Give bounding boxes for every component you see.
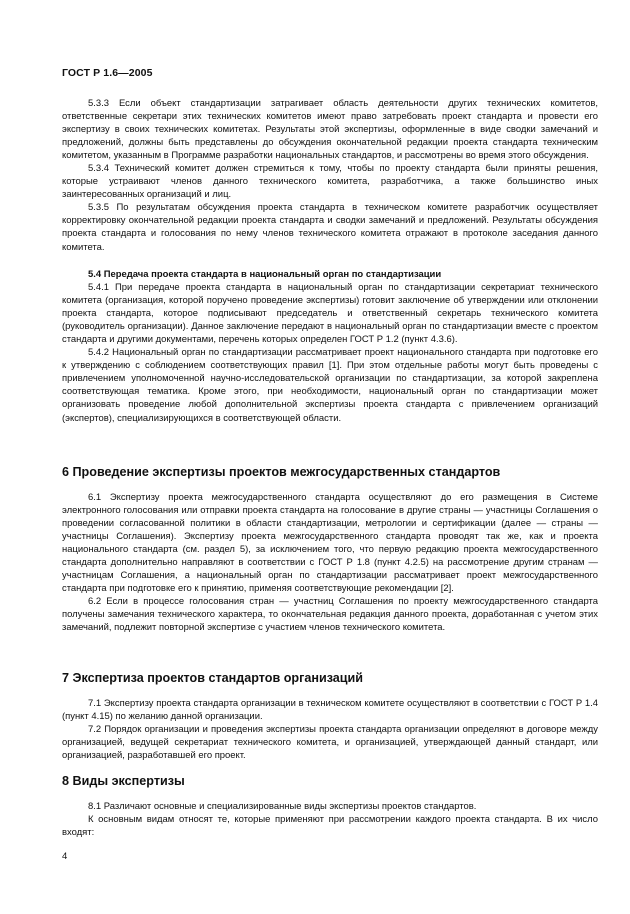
- clause-6-1: 6.1 Экспертизу проекта межгосударственного стандарта осуществляют до его размещения в Системе электронного голосования или отправки проекта стандарта на голосование в другие страны — участницы Соглашения о проведении согласованной политики в области стандартизации, метрологии и сертификации (далее — страны — участницы Соглашения). Экспертизу проекта межгосударственного стандарта проводят так же, как и проекта национального стандарта (см. раздел 5), за исключением того, что первую редакцию проекта межгосударственного стандарта дополнительно направляют в соответствии с ГОСТ Р 1.8 (пункт 4.2.5) на рассмотрение другим странам — участницам Соглашения, а национальный орган по стандартизации рассматривает проект межгосударственного стандарта при подготовке его к принятию, применяя соответствующие рекомендации [2].: [62, 492, 598, 595]
- section-6-heading: 6 Проведение экспертизы проектов межгосударственных стандартов: [62, 465, 501, 479]
- clause-5-3-5: 5.3.5 По результатам обсуждения проекта стандарта в техническом комитете разработчик осуществляет корректировку окончательной редакции проекта стандарта и сводки замечаний и предложений. Результаты обсуждения проекта стандарта и голосования по нему членов технического комитета отражают в протоколе заседания данного комитета.: [62, 202, 598, 253]
- clause-5-4-1: 5.4.1 При передаче проекта стандарта в национальный орган по стандартизации секретариат технического комитета (организация, которой поручено проведение экспертизы) готовит заключение об утверждении или отклонении проекта стандарта, которое подписывают председатель и ответственный секретарь технического комитета (руководитель организации). Данное заключение передают в национальный орган по стандартизации вместе с проектом стандарта и другими документами, перечень которых определен ГОСТ Р 1.2 (пункт 4.3.6).: [62, 282, 598, 346]
- clause-8-1: 8.1 Различают основные и специализированные виды экспертизы проектов стандартов.: [88, 801, 477, 812]
- clause-5-4-2: 5.4.2 Национальный орган по стандартизации рассматривает проект национального стандарта при подготовке его к утверждению с соблюдением соответствующих правил [1]. При этом отдельные работы могут быть проведены с привлечением уполномоченной научно-исследовательской организации по стандартизации, за которой закреплена соответствующая тематика. Кроме этого, при необходимости, национальный орган по стандартизации может организовать проведение любой дополнительной экспертизы проекта стандарта с привлечением организаций (экспертов), специализирующихся в соответствующей области.: [62, 347, 598, 424]
- clause-5-3-3: 5.3.3 Если объект стандартизации затрагивает область деятельности других технических комитетов, ответственные секретари этих технических комитетов имеют право затребовать проект стандарта и провести его экспертизу в своих технических комитетах. Результаты этой экспертизы, оформленные в виде сводки замечаний и предложений, должны быть представлены до обсуждения окончательной редакции проекта стандарта техническим комитетом, указанным в Программе разработки национальных стандартов, и рассмотрены во время этого обсуждения.: [62, 98, 598, 162]
- clause-5-3-4: 5.3.4 Технический комитет должен стремиться к тому, чтобы по проекту стандарта были приняты решения, которые устраивают членов данного технического комитета, разработчика, а также большинство иных заинтересованных организаций и лиц.: [62, 163, 598, 201]
- clause-5-4-subheading: 5.4 Передача проекта стандарта в национальный орган по стандартизации: [88, 269, 442, 280]
- section-8-intro: К основным видам относят те, которые применяют при рассмотрении каждого проекта стандарта. В их число входят:: [62, 814, 598, 839]
- clause-7-1: 7.1 Экспертизу проекта стандарта организации в техническом комитете осуществляют в соответствии с ГОСТ Р 1.4 (пункт 4.15) по желанию данной организации.: [62, 698, 598, 723]
- clause-6-2: 6.2 Если в процессе голосования стран — участниц Соглашения по проекту межгосударственного стандарта получены замечания технического характера, то окончательная редакция данного проекта, доработанная с учетом этих замечаний, подлежит повторной экспертизе с участием членов технического комитета.: [62, 596, 598, 634]
- page-number: 4: [62, 851, 68, 862]
- clause-5-4-block: [62, 268, 598, 425]
- section-6-body: [62, 491, 598, 635]
- section-8-body: [62, 800, 598, 839]
- section-8-heading: 8 Виды экспертизы: [62, 774, 185, 788]
- section-7-body: [62, 697, 598, 762]
- document-id-header: ГОСТ Р 1.6—2005: [62, 67, 153, 79]
- clause-5-3-block: [62, 97, 598, 254]
- clause-7-2: 7.2 Порядок организации и проведения экспертизы проекта стандарта организации определяют в договоре между организацией, ведущей секретариат технического комитета, и организацией, утверждающей данный стандарт, или организацией, разработавшей его проект.: [62, 724, 598, 762]
- section-7-heading: 7 Экспертиза проектов стандартов организаций: [62, 671, 364, 685]
